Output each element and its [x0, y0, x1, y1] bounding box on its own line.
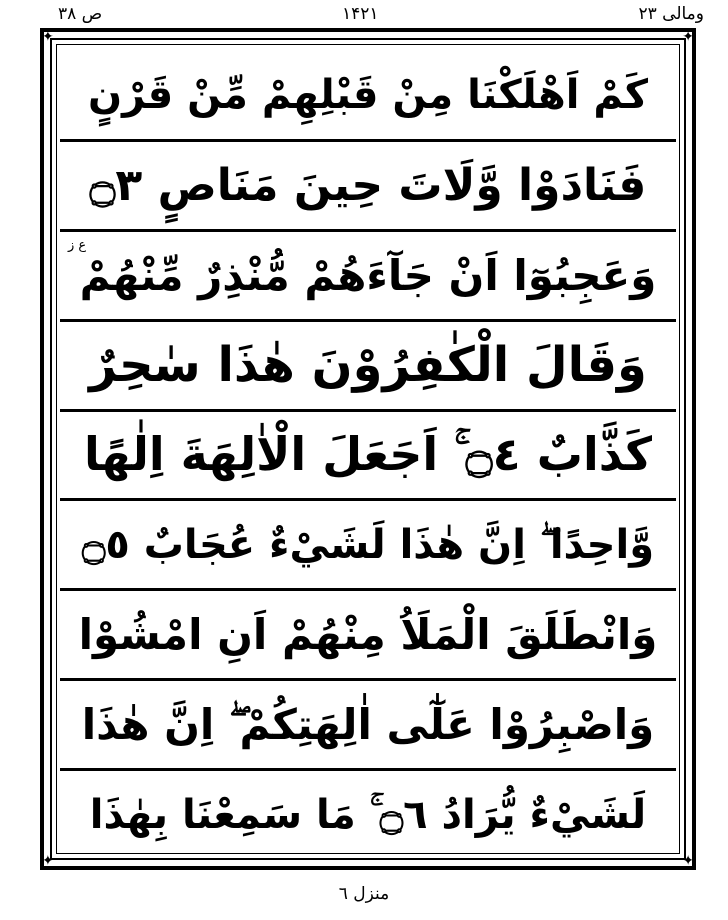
page-number: ۱۴۲۱: [342, 4, 379, 24]
verse-text: وَانْطَلَقَ الْمَلَاُ مِنْهُمْ اَنِ امْشُوْا: [78, 610, 658, 660]
corner-ornament-icon: ✦: [42, 29, 54, 45]
marginal-note: ع ز: [68, 237, 87, 253]
page-footer: [0, 884, 728, 904]
verse-line: [60, 681, 676, 771]
verse-line: [60, 412, 676, 502]
surah-label: ص ۳۸: [58, 4, 103, 24]
verse-lines: [60, 52, 676, 858]
verse-text: وَعَجِبُوٓا اَنْ جَآءَهُمْ مُّنْذِرٌ مِّنْهُمْ: [79, 250, 657, 300]
verse-text: وَقَالَ الْكٰفِرُوْنَ هٰذَا سٰحِرٌ: [89, 337, 647, 394]
verse-text: كَمْ اَهْلَكْنَا مِنْ قَبْلِهِمْ مِّنْ قَرْنٍ: [88, 72, 648, 119]
verse-line: [60, 142, 676, 232]
corner-ornament-icon: ✦: [682, 29, 694, 45]
verse-text: فَنَادَوْا وَّلَاتَ حِينَ مَنَاصٍ ۝٣: [89, 159, 647, 211]
corner-ornament-icon: ✦: [682, 853, 694, 869]
verse-line: [60, 52, 676, 142]
verse-line: [60, 232, 676, 322]
verse-line: [60, 591, 676, 681]
verse-line: [60, 771, 676, 858]
verse-line: [60, 501, 676, 591]
verse-line: [60, 322, 676, 412]
verse-text: وَّاحِدًا ۖ اِنَّ هٰذَا لَشَيْءٌ عُجَابٌ ۝٥: [81, 521, 655, 568]
corner-ornament-icon: ✦: [42, 853, 54, 869]
verse-text: لَشَيْءٌ يُّرَادُ ۝٦ ۚ مَا سَمِعْنَا بِهٰذَا: [89, 791, 647, 838]
verse-text: كَذَّابٌ ۝٤ ۚ اَجَعَلَ الْاٰلِهَةَ اِلٰهًا: [83, 427, 653, 481]
page-header: [0, 0, 728, 30]
verse-text: وَاصْبِرُوْا عَلٰٓى اٰلِهَتِكُمْ ۖ اِنَّ هٰذَا: [81, 699, 655, 749]
manzil-label: منزل ٦: [338, 884, 390, 904]
juz-label: ومالی ۲۳: [638, 4, 704, 24]
